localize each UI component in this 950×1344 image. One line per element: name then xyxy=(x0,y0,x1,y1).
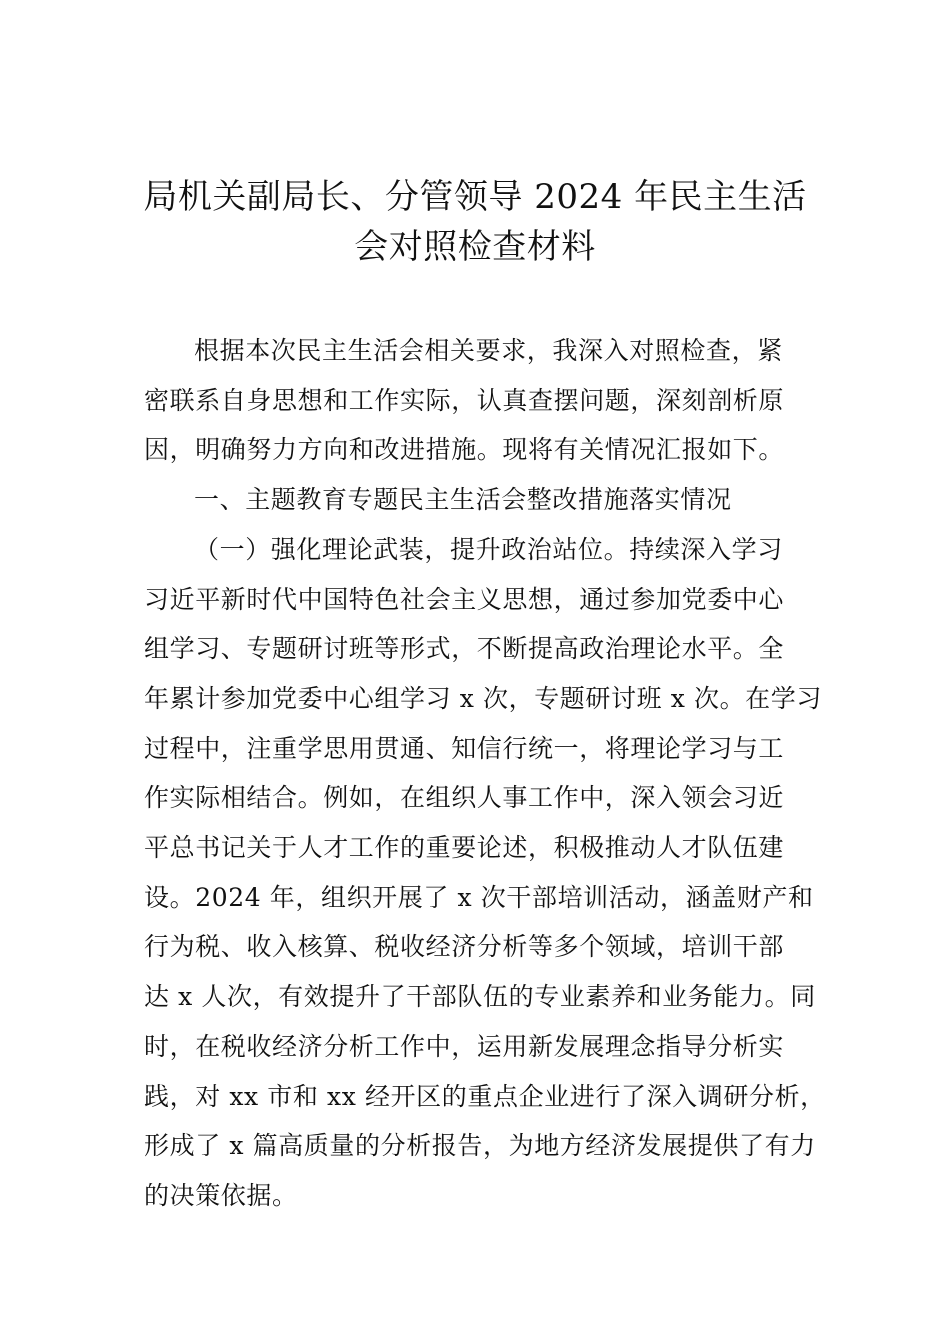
text-line: 作实际相结合。例如，在组织人事工作中，深入领会习近 xyxy=(144,783,785,813)
text-line: 达 x 人次，有效提升了干部队伍的专业素养和业务能力。同 xyxy=(144,982,816,1012)
text-line: 习近平新时代中国特色社会主义思想，通过参加党委中心 xyxy=(144,584,785,614)
text-line: 践，对 xx 市和 xx 经开区的重点企业进行了深入调研分析， xyxy=(144,1081,826,1111)
document-body xyxy=(144,326,826,1221)
text-line: （一）强化理论武装，提升政治站位。持续深入学习 xyxy=(194,534,783,564)
subsection-paragraph xyxy=(144,525,826,1221)
text-line: 的决策依据。 xyxy=(144,1180,298,1210)
text-line: 平总书记关于人才工作的重要论述，积极推动人才队伍建 xyxy=(144,833,785,863)
section-1-heading: 一、主题教育专题民主生活会整改措施落实情况 xyxy=(194,485,732,515)
title-line-1: 局机关副局长、分管领导 2024 年民主生活 xyxy=(143,177,807,217)
text-line: 行为税、收入核算、税收经济分析等多个领域，培训干部 xyxy=(144,932,785,962)
text-line: 组学习、专题研讨班等形式，不断提高政治理论水平。全 xyxy=(144,634,785,664)
text-line: 年累计参加党委中心组学习 x 次，专题研讨班 x 次。在学习 xyxy=(144,683,822,713)
text-line: 过程中，注重学思用贯通、知信行统一，将理论学习与工 xyxy=(144,733,785,763)
document-title xyxy=(100,172,850,272)
text-line: 设。2024 年，组织开展了 x 次干部培训活动，涵盖财产和 xyxy=(144,882,814,912)
text-line: 时，在税收经济分析工作中，运用新发展理念指导分析实 xyxy=(144,1031,785,1061)
text-line: 密联系自身思想和工作实际，认真查摆问题，深刻剖析原 xyxy=(144,385,785,415)
section-heading xyxy=(144,475,806,525)
text-line: 形成了 x 篇高质量的分析报告，为地方经济发展提供了有力 xyxy=(144,1131,816,1161)
intro-paragraph xyxy=(144,326,806,475)
text-line: 因，明确努力方向和改进措施。现将有关情况汇报如下。 xyxy=(144,435,785,465)
text-line: 根据本次民主生活会相关要求，我深入对照检查，紧 xyxy=(194,336,783,365)
title-line-2: 会对照检查材料 xyxy=(354,227,596,267)
